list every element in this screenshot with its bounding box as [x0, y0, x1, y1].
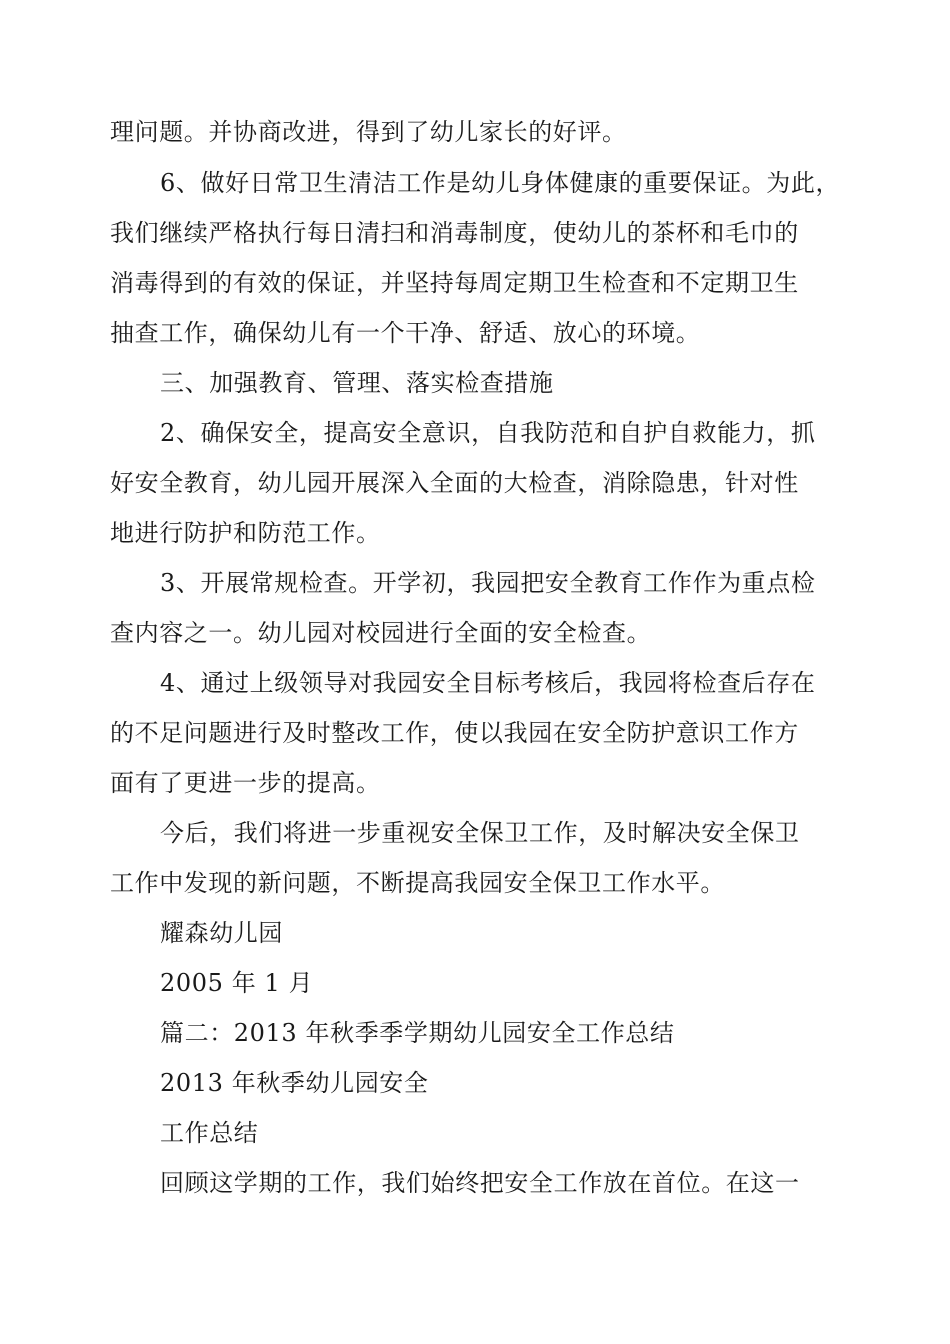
text-line: 面有了更进一步的提高。: [110, 769, 381, 797]
text-line: 今后，我们将进一步重视安全保卫工作，及时解决安全保卫: [160, 819, 800, 847]
text-line: 地进行防护和防范工作。: [110, 519, 381, 547]
text-line: 消毒得到的有效的保证，并坚持每周定期卫生检查和不定期卫生: [110, 269, 799, 297]
text-line: 2、确保安全，提高安全意识，自我防范和自护自救能力，抓: [160, 419, 816, 447]
text-line: 6、做好日常卫生清洁工作是幼儿身体健康的重要保证。为此，: [160, 169, 841, 197]
signature-org: 耀森幼儿园: [160, 919, 283, 947]
text-line: 回顾这学期的工作，我们始终把安全工作放在首位。在这一: [160, 1169, 800, 1197]
text-line: 我们继续严格执行每日清扫和消毒制度，使幼儿的茶杯和毛巾的: [110, 219, 799, 247]
text-line: 4、通过上级领导对我园安全目标考核后，我园将检查后存在: [160, 669, 816, 697]
signature-date: 2005 年 1 月: [160, 969, 314, 997]
doc-title-line1: 2013 年秋季幼儿园安全: [160, 1069, 429, 1097]
text-line: 理问题。并协商改进，得到了幼儿家长的好评。: [110, 118, 627, 146]
text-line: 抽查工作，确保幼儿有一个干净、舒适、放心的环境。: [110, 319, 701, 347]
section-heading: 三、加强教育、管理、落实检查措施: [160, 369, 554, 397]
text-line: 工作中发现的新问题，不断提高我园安全保卫工作水平。: [110, 869, 725, 897]
text-line: 查内容之一。幼儿园对校园进行全面的安全检查。: [110, 619, 652, 647]
text-line: 3、开展常规检查。开学初，我园把安全教育工作作为重点检: [160, 569, 816, 597]
chapter-title: 篇二：2013 年秋季季学期幼儿园安全工作总结: [160, 1019, 675, 1047]
text-line: 的不足问题进行及时整改工作，使以我园在安全防护意识工作方: [110, 719, 799, 747]
text-line: 好安全教育，幼儿园开展深入全面的大检查，消除隐患，针对性: [110, 469, 799, 497]
doc-title-line2: 工作总结: [160, 1119, 259, 1147]
